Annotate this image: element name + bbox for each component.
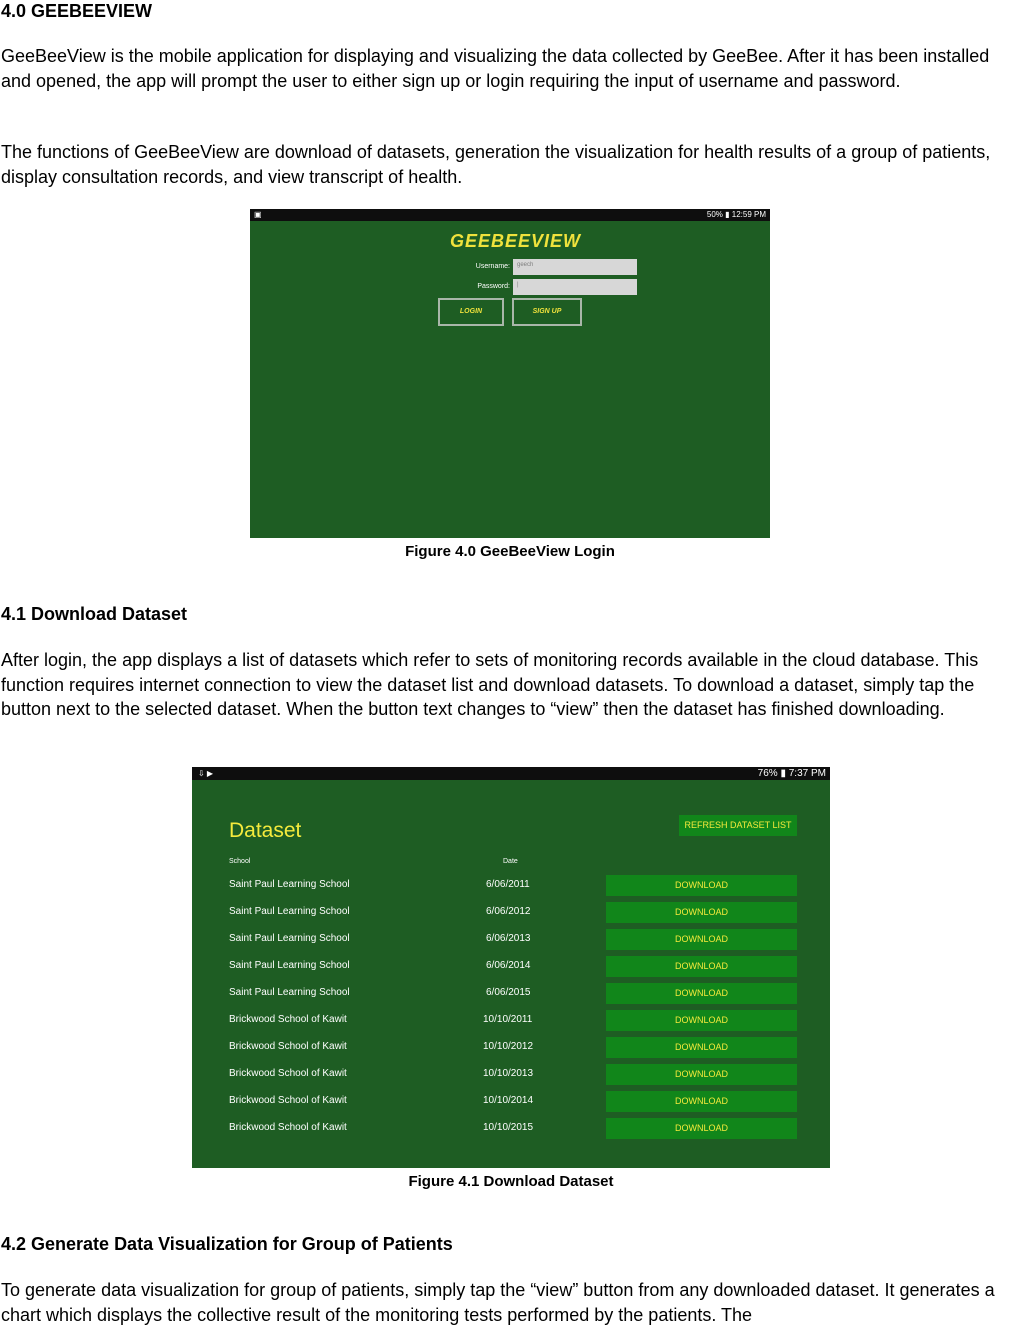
status-bar-left: ▣ xyxy=(254,210,262,219)
download-button[interactable]: DOWNLOAD xyxy=(606,956,797,977)
section-heading-4-1: 4.1 Download Dataset xyxy=(1,604,188,624)
download-button[interactable]: DOWNLOAD xyxy=(606,1010,797,1031)
section-heading-4-0: 4.0 GEEBEEVIEW xyxy=(1,1,153,21)
dataset-date: 6/06/2013 xyxy=(486,933,531,944)
dataset-school: Brickwood School of Kawit xyxy=(229,1014,347,1025)
figure-4-0-caption: Figure 4.0 GeeBeeView Login xyxy=(405,543,615,560)
dataset-title: Dataset xyxy=(229,819,302,842)
dataset-date: 10/10/2015 xyxy=(483,1122,534,1133)
dataset-school: Saint Paul Learning School xyxy=(229,960,350,971)
username-label: Username: xyxy=(475,263,510,270)
status-bar xyxy=(192,767,830,780)
login-button[interactable]: LOGIN xyxy=(438,298,504,326)
dataset-date: 10/10/2014 xyxy=(483,1095,534,1106)
download-button[interactable]: DOWNLOAD xyxy=(606,875,797,896)
password-field[interactable]: | xyxy=(513,279,637,295)
column-header-school: School xyxy=(229,858,251,865)
dataset-school: Brickwood School of Kawit xyxy=(229,1041,347,1052)
sign-up-button[interactable]: SIGN UP xyxy=(512,298,582,326)
status-bar-right: 76% ▮ 7:37 PM xyxy=(757,768,826,779)
download-button[interactable]: DOWNLOAD xyxy=(606,1064,797,1085)
dataset-school: Brickwood School of Kawit xyxy=(229,1068,347,1079)
section-4-2-paragraph-1: To generate data visualization for group of patients, simply tap the “view” button from any downloaded dataset. It generates a chart which displays the collective result of the monitoring tests performed by the patients. The xyxy=(1,1280,995,1325)
dataset-school: Saint Paul Learning School xyxy=(229,906,350,917)
download-button[interactable]: DOWNLOAD xyxy=(606,1091,797,1112)
download-button[interactable]: DOWNLOAD xyxy=(606,1037,797,1058)
dataset-date: 6/06/2012 xyxy=(486,906,531,917)
dataset-date: 6/06/2011 xyxy=(486,879,530,890)
status-bar xyxy=(250,209,770,221)
section-4-0-paragraph-1: GeeBeeView is the mobile application for displaying and visualizing the data collected by GeeBee. After it has been installed and opened, the app will prompt the user to either sign up or login requiring the input of username and password. xyxy=(1,46,990,91)
dataset-school: Brickwood School of Kawit xyxy=(229,1122,347,1133)
download-button[interactable]: DOWNLOAD xyxy=(606,929,797,950)
dataset-screenshot xyxy=(192,767,830,1168)
status-bar-right: 50% ▮ 12:59 PM xyxy=(706,210,766,219)
login-screenshot xyxy=(250,209,770,538)
username-field[interactable]: geech xyxy=(513,259,637,275)
section-4-1-paragraph-1: After login, the app displays a list of datasets which refer to sets of monitoring records available in the cloud database. This function requires internet connection to view the dataset list and download datasets. To download a dataset, simply tap the button next to the selected dataset. When the button text changes to “view” then the dataset has finished downloading. xyxy=(1,650,979,719)
dataset-school: Saint Paul Learning School xyxy=(229,987,350,998)
figure-4-1-caption: Figure 4.1 Download Dataset xyxy=(408,1173,614,1190)
dataset-school: Saint Paul Learning School xyxy=(229,879,350,890)
password-label: Password: xyxy=(477,283,510,290)
app-title: GEEBEEVIEW xyxy=(450,231,582,251)
dataset-date: 10/10/2012 xyxy=(483,1041,534,1052)
dataset-date: 10/10/2013 xyxy=(483,1068,534,1079)
refresh-dataset-list-button[interactable]: REFRESH DATASET LIST xyxy=(679,815,797,836)
download-button[interactable]: DOWNLOAD xyxy=(606,1118,797,1139)
dataset-school: Brickwood School of Kawit xyxy=(229,1095,347,1106)
dataset-date: 6/06/2015 xyxy=(486,987,531,998)
download-button[interactable]: DOWNLOAD xyxy=(606,983,797,1004)
section-heading-4-2: 4.2 Generate Data Visualization for Group of Patients xyxy=(1,1234,453,1254)
dataset-date: 6/06/2014 xyxy=(486,960,531,971)
section-4-0-paragraph-2: The functions of GeeBeeView are download of datasets, generation the visualization for health results of a group of patients, display consultation records, and view transcript of health. xyxy=(1,142,991,187)
status-bar-left: ⇩ ▶ xyxy=(198,769,214,778)
dataset-school: Saint Paul Learning School xyxy=(229,933,350,944)
download-button[interactable]: DOWNLOAD xyxy=(606,902,797,923)
dataset-date: 10/10/2011 xyxy=(483,1014,533,1025)
column-header-date: Date xyxy=(503,858,518,865)
